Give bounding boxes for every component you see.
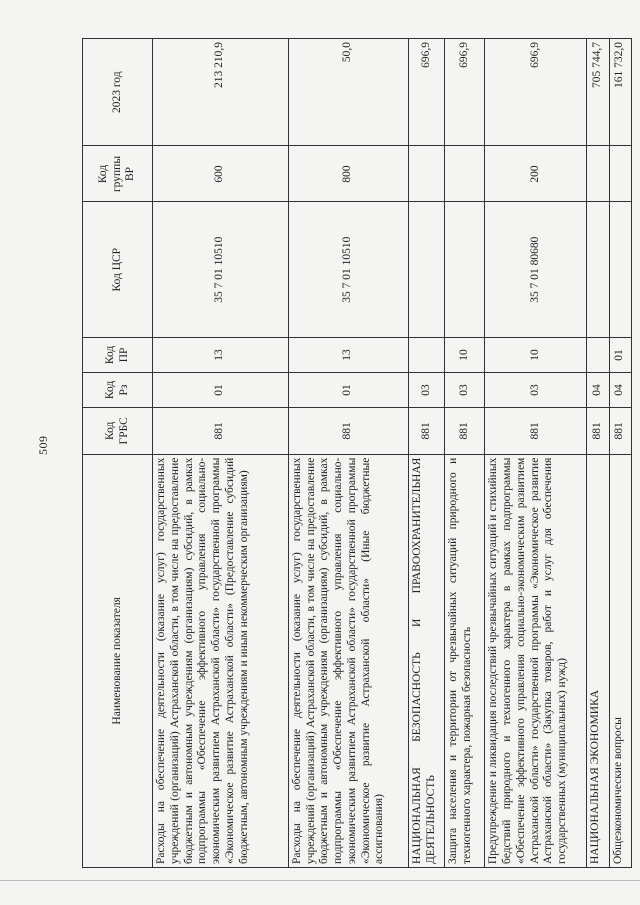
row-vr	[587, 146, 609, 202]
row-pr: 10	[485, 337, 587, 372]
table-header-row	[83, 39, 153, 868]
header-amount: 2023 год	[83, 39, 153, 146]
table-row	[288, 39, 408, 868]
row-rz: 03	[445, 372, 485, 407]
page-bottom-rule	[0, 880, 640, 881]
table-row	[408, 39, 444, 868]
row-amount: 696,9	[445, 39, 485, 146]
table-row	[153, 39, 289, 868]
row-name: Расходы на обеспечение деятельности (оказание услуг) государственных учреждений (организаций) Астраханской области, в том числе на предоставление бюджетным и автономным учреждениям (организациям) субсидий, в рамках подпрограммы «Обеспечение эффективного управления социально-экономическим развитием Астраханской области» государственной программы «Экономическое развитие Астраханской области» (Иные бюджетные ассигнования)	[288, 454, 408, 867]
row-rz: 01	[288, 372, 408, 407]
row-grbs: 881	[408, 407, 444, 454]
row-rz: 01	[153, 372, 289, 407]
row-grbs: 881	[445, 407, 485, 454]
row-grbs: 881	[609, 407, 631, 454]
row-pr: 13	[153, 337, 289, 372]
row-csr: 35 7 01 80680	[485, 202, 587, 337]
row-pr	[408, 337, 444, 372]
row-pr: 13	[288, 337, 408, 372]
row-amount: 705 744,7	[587, 39, 609, 146]
table-row	[445, 39, 485, 868]
row-amount: 213 210,9	[153, 39, 289, 146]
row-name: Расходы на обеспечение деятельности (оказание услуг) государственных учреждений (организаций) Астраханской области, в том числе на предоставление бюджетным и автономным учреждениям (организациям) субсидий, в рамках подпрограммы «Обеспечение эффективного управления социально-экономическим развитием Астраханской области» государственной программы «Экономическое развитие Астраханской области» (Предоставление субсидий бюджетным, автономным учреждениям и иным некоммерческим организациям)	[153, 454, 289, 867]
table-row	[609, 39, 631, 868]
row-rz: 03	[485, 372, 587, 407]
page-number: 509	[36, 435, 50, 455]
header-csr: Код ЦСР	[83, 202, 153, 337]
row-pr	[587, 337, 609, 372]
row-amount: 161 732,0	[609, 39, 631, 146]
row-name: Защита населения и территории от чрезвычайных ситуаций природного и техногенного характера, пожарная безопасность	[445, 454, 485, 867]
row-name: Общеэкономические вопросы	[609, 454, 631, 867]
row-pr: 01	[609, 337, 631, 372]
header-rz: Код Рз	[83, 372, 153, 407]
header-vr: Код группы ВР	[83, 146, 153, 202]
row-vr	[408, 146, 444, 202]
table-row	[587, 39, 609, 868]
row-pr: 10	[445, 337, 485, 372]
row-grbs: 881	[587, 407, 609, 454]
row-grbs: 881	[485, 407, 587, 454]
row-amount: 696,9	[485, 39, 587, 146]
row-vr	[609, 146, 631, 202]
row-csr	[445, 202, 485, 337]
row-rz: 03	[408, 372, 444, 407]
table-row	[485, 39, 587, 868]
row-name: НАЦИОНАЛЬНАЯ БЕЗОПАСНОСТЬ И ПРАВООХРАНИТЕЛЬНАЯ ДЕЯТЕЛЬНОСТЬ	[408, 454, 444, 867]
row-vr: 600	[153, 146, 289, 202]
row-amount: 50,0	[288, 39, 408, 146]
header-pr: Код ПР	[83, 337, 153, 372]
row-grbs: 881	[288, 407, 408, 454]
row-grbs: 881	[153, 407, 289, 454]
row-name: Предупреждение и ликвидация последствий чрезвычайных ситуаций и стихийных бедствий природного и техногенного характера в рамках подпрограммы «Обеспечение эффективного управления социально-экономическим развитием Астраханской области» государственной программы «Экономическое развитие Астраханской области» (Закупка товаров, работ и услуг для обеспечения государственных (муниципальных) нужд)	[485, 454, 587, 867]
row-csr	[408, 202, 444, 337]
row-rz: 04	[609, 372, 631, 407]
row-rz: 04	[587, 372, 609, 407]
header-grbs: Код ГРБС	[83, 407, 153, 454]
row-vr: 200	[485, 146, 587, 202]
row-csr	[587, 202, 609, 337]
header-name: Наименование показателя	[83, 454, 153, 867]
row-vr	[445, 146, 485, 202]
row-vr: 800	[288, 146, 408, 202]
row-csr	[609, 202, 631, 337]
budget-table	[82, 38, 632, 868]
row-name: НАЦИОНАЛЬНАЯ ЭКОНОМИКА	[587, 454, 609, 867]
budget-table-container	[82, 38, 632, 868]
row-csr: 35 7 01 10510	[153, 202, 289, 337]
row-amount: 696,9	[408, 39, 444, 146]
row-csr: 35 7 01 10510	[288, 202, 408, 337]
